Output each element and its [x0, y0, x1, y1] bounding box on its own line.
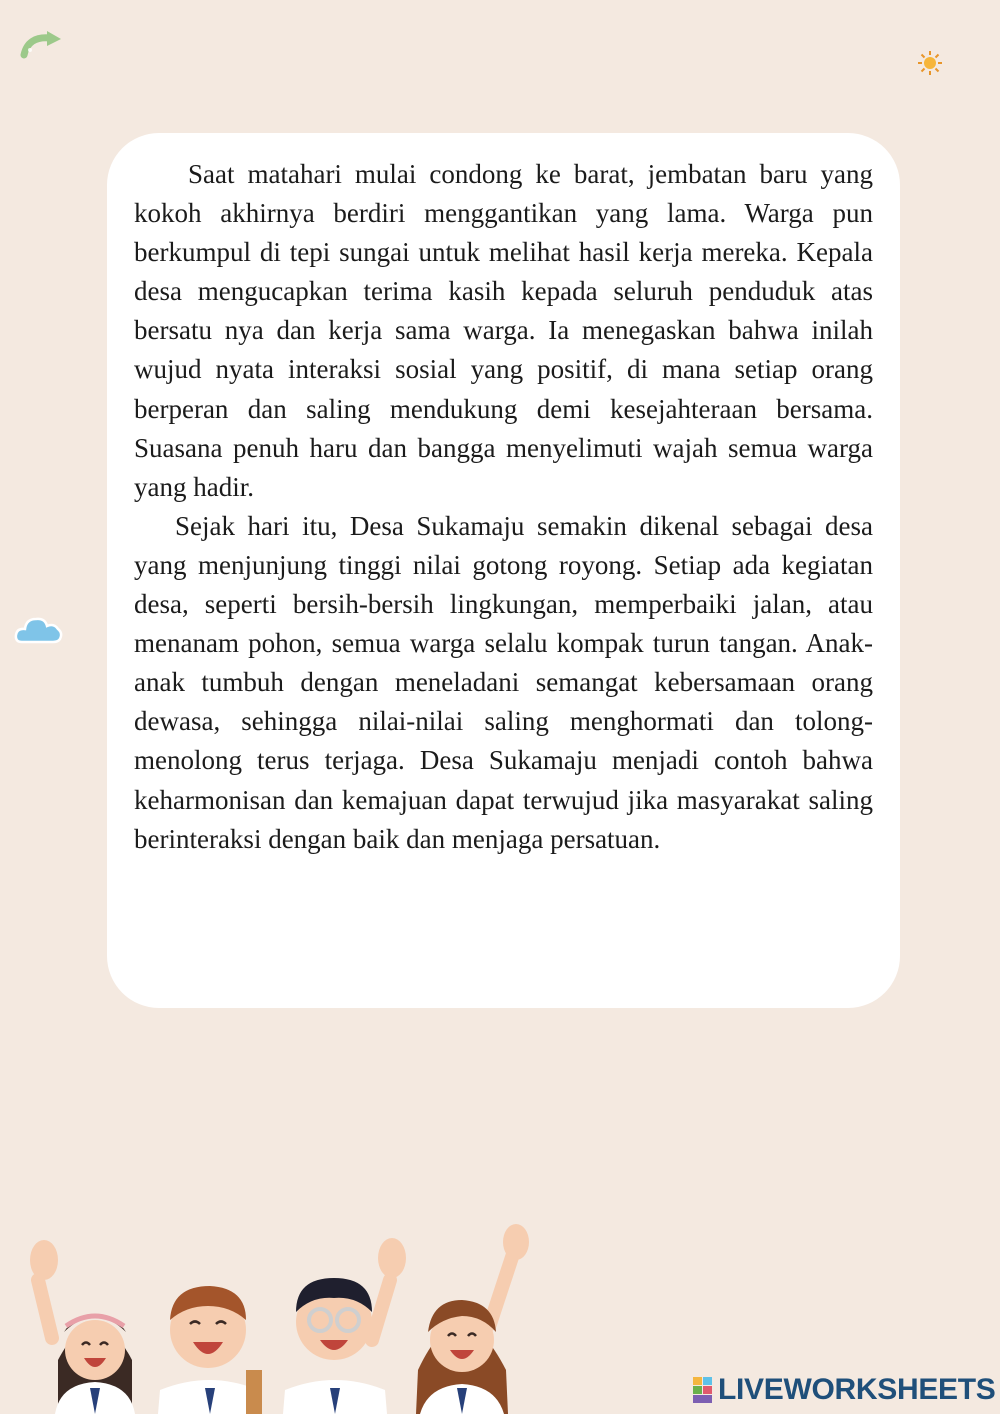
liveworksheets-logo	[692, 1373, 996, 1407]
story-paragraph-1: Saat matahari mulai condong ke barat, jembatan baru yang kokoh akhirnya berdiri menggantikan yang lama. Warga pun berkumpul di tepi sungai untuk melihat hasil kerja mereka. Kepala desa mengucapkan terima kasih kepada seluruh penduduk atas bersatu nya dan kerja sama warga. Ia menegaskan bahwa inilah wujud nyata interaksi sosial yang positif, di mana setiap orang berperan dan saling mendukung demi kesejahteraan bersama. Suasana penuh haru dan bangga menyelimuti wajah semua warga yang hadir.	[134, 159, 873, 502]
live-badge-icon	[692, 1376, 714, 1404]
logo-text: LIVEWORKSHEETS	[718, 1373, 996, 1406]
student-boy-glasses	[283, 1238, 406, 1414]
story-card	[107, 133, 900, 1008]
student-girl-left	[30, 1240, 135, 1414]
curved-arrow-icon	[20, 28, 64, 60]
sun-icon	[917, 50, 943, 76]
story-paragraph-2: Sejak hari itu, Desa Sukamaju semakin dikenal sebagai desa yang menjunjung tinggi nilai gotong royong. Setiap ada kegiatan desa, seperti bersih-bersih lingkungan, memperbaiki jalan, atau menanam pohon, semua warga selalu kompak turun tangan. Anak-anak tumbuh dengan meneladani semangat kebersamaan orang dewasa, sehingga nilai-nilai saling menghormati dan tolong-menolong terus terjaga. Desa Sukamaju menjadi contoh bahwa keharmonisan dan kemajuan dapat terwujud jika masyarakat saling berinteraksi dengan baik dan menjaga persatuan.	[134, 510, 873, 854]
student-girl-right	[416, 1224, 529, 1414]
cheering-students-illustration	[0, 1220, 560, 1414]
student-boy-2	[158, 1286, 262, 1414]
cloud-icon	[14, 613, 64, 647]
